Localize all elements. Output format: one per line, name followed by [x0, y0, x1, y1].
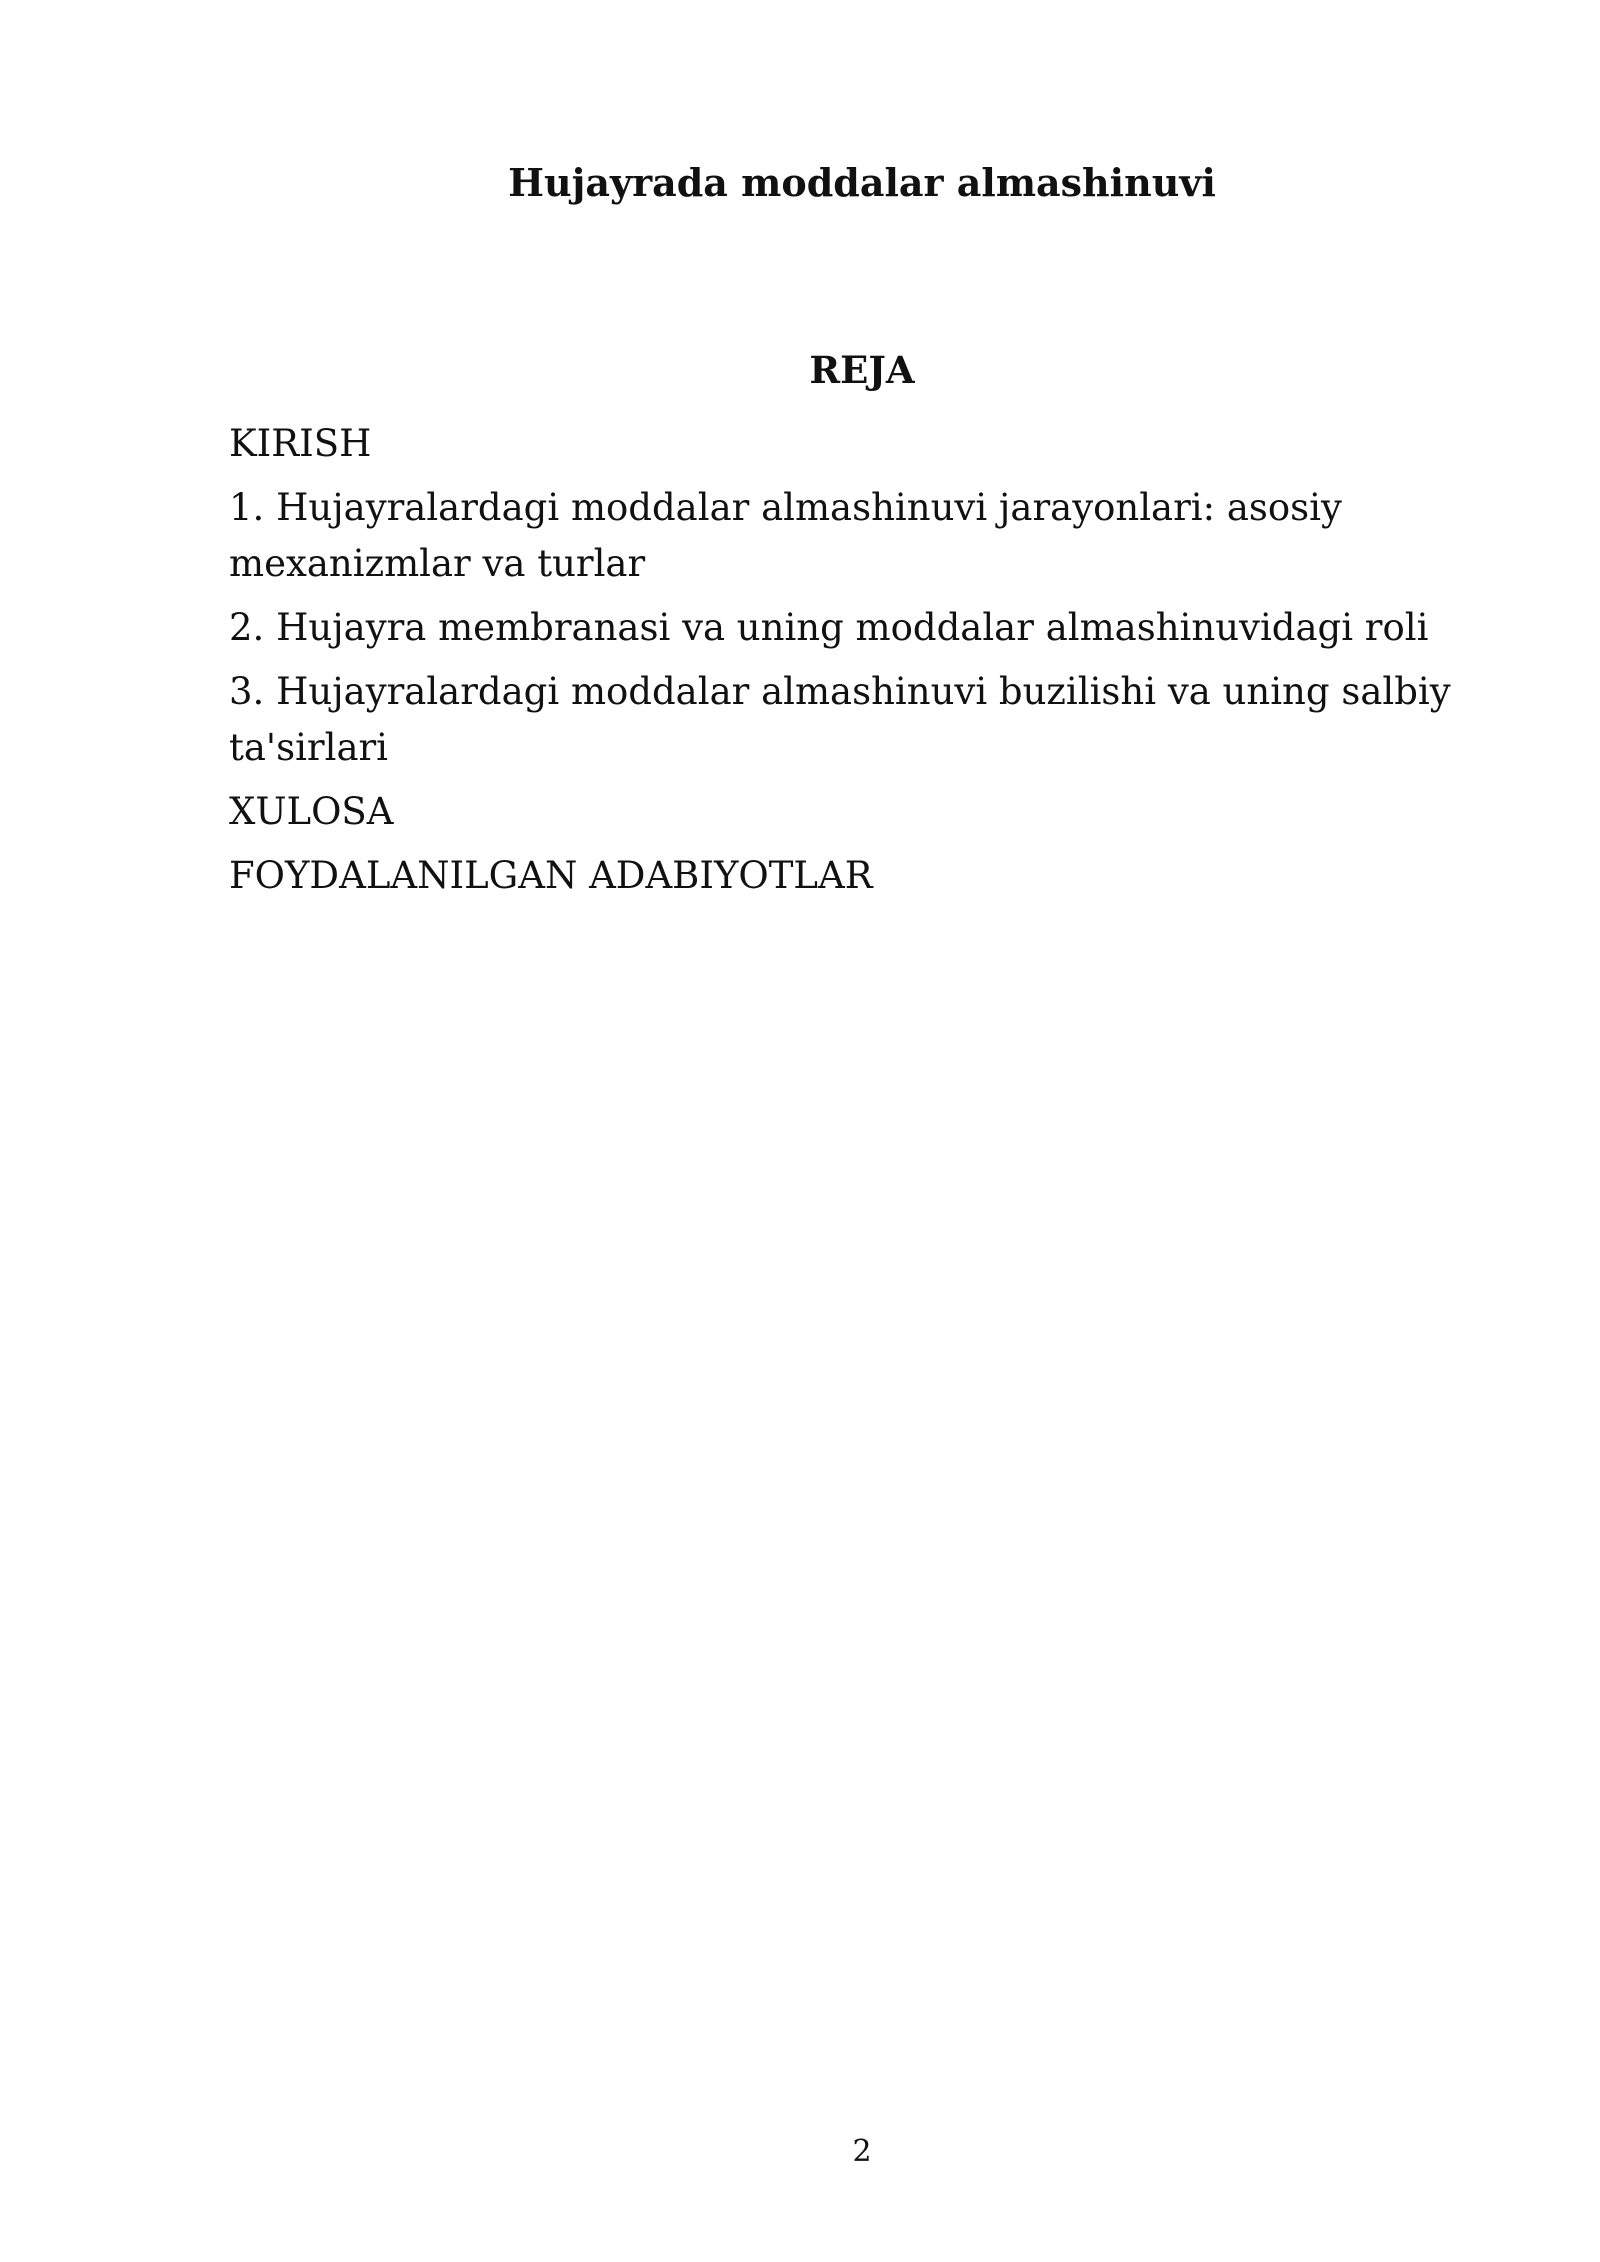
plan-heading: REJA [809, 348, 915, 392]
document-title: Hujayrada moddalar almashinuvi [508, 160, 1216, 205]
plan-item-3: 3. Hujayralardagi moddalar almashinuvi buzilishi va uning salbiy ta'sirlari [229, 670, 1451, 769]
plan-item-introduction: KIRISH [229, 422, 372, 465]
plan-item-conclusion: XULOSA [229, 790, 394, 833]
plan-item-1: 1. Hujayralardagi moddalar almashinuvi jarayonlari: asosiy mexanizmlar va turlar [229, 486, 1342, 585]
page-number: 2 [852, 2134, 872, 2169]
plan-item-2: 2. Hujayra membranasi va uning moddalar almashinuvidagi roli [229, 606, 1429, 649]
plan-item-references: FOYDALANILGAN ADABIYOTLAR [229, 854, 873, 897]
plan-list [229, 416, 1529, 912]
